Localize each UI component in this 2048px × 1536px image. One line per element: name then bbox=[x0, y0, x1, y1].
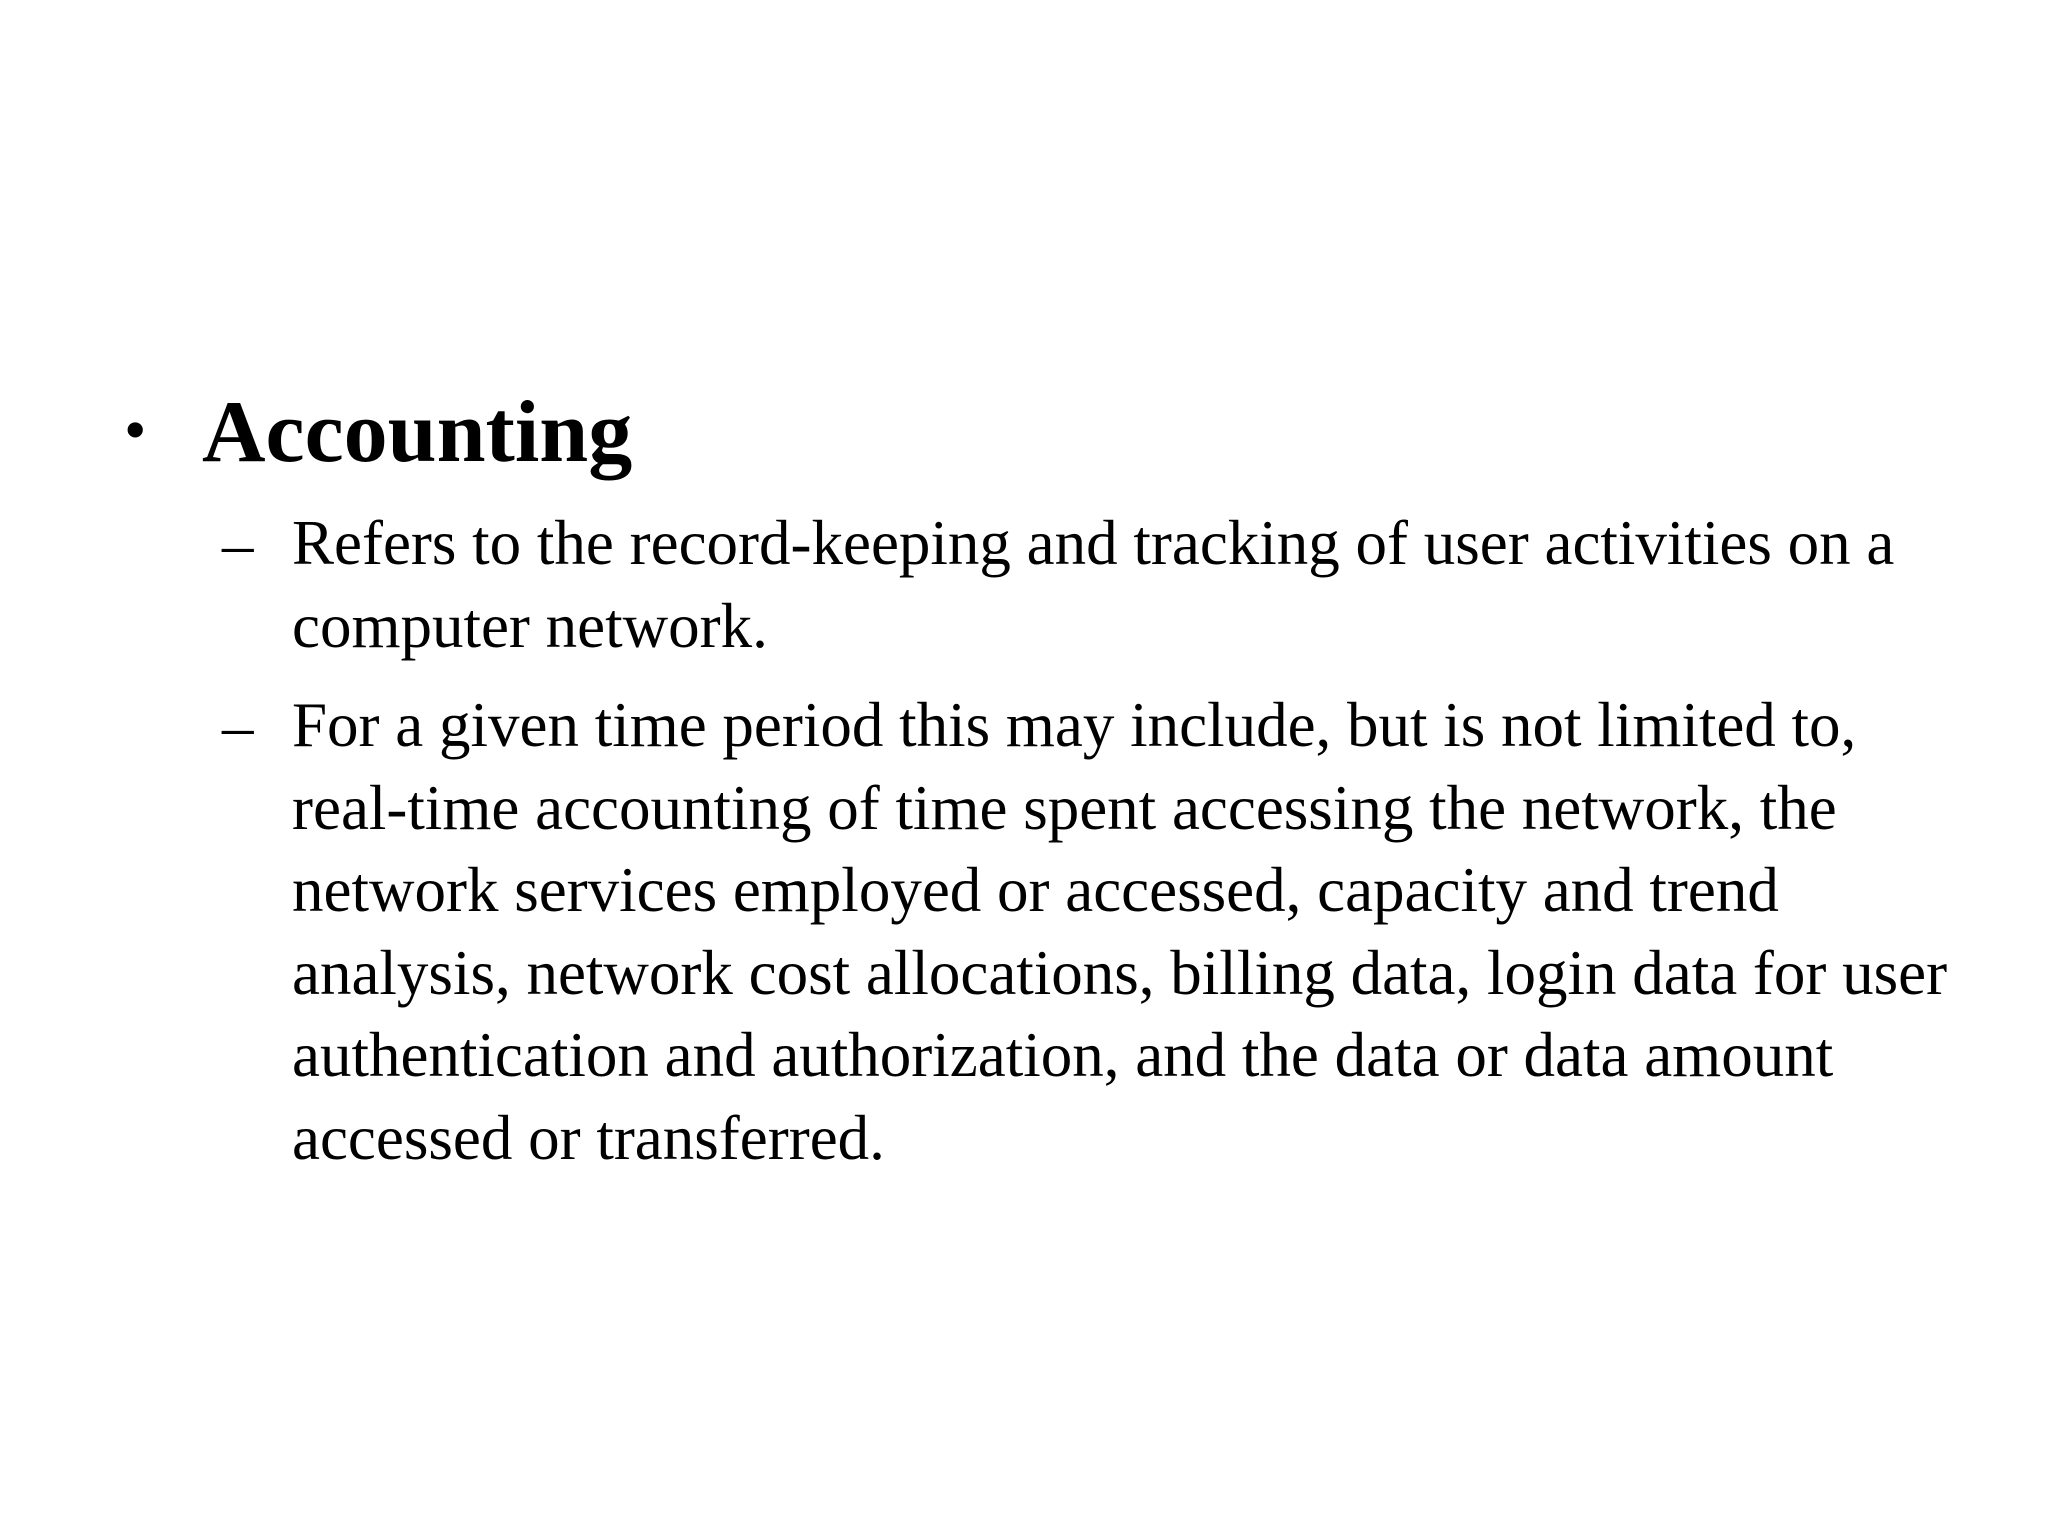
sub-bullet-text: Refers to the record-keeping and tracking of user activities on a computer network. bbox=[292, 508, 1895, 661]
sub-bullet-marker: – bbox=[222, 509, 254, 579]
bullet-marker: • bbox=[124, 394, 147, 465]
bullet-heading: Accounting bbox=[202, 384, 633, 481]
sub-bullet-marker: – bbox=[222, 691, 254, 761]
sub-bullet-text: For a given time period this may include, but is not limited to, real-time accounting of time spent accessing the network, the network services employed or accessed, capacity and trend analysis, network cost allocations, billing data, login data for user authentication and authorization, and the data or data amount accessed or transferred. bbox=[292, 690, 1948, 1173]
